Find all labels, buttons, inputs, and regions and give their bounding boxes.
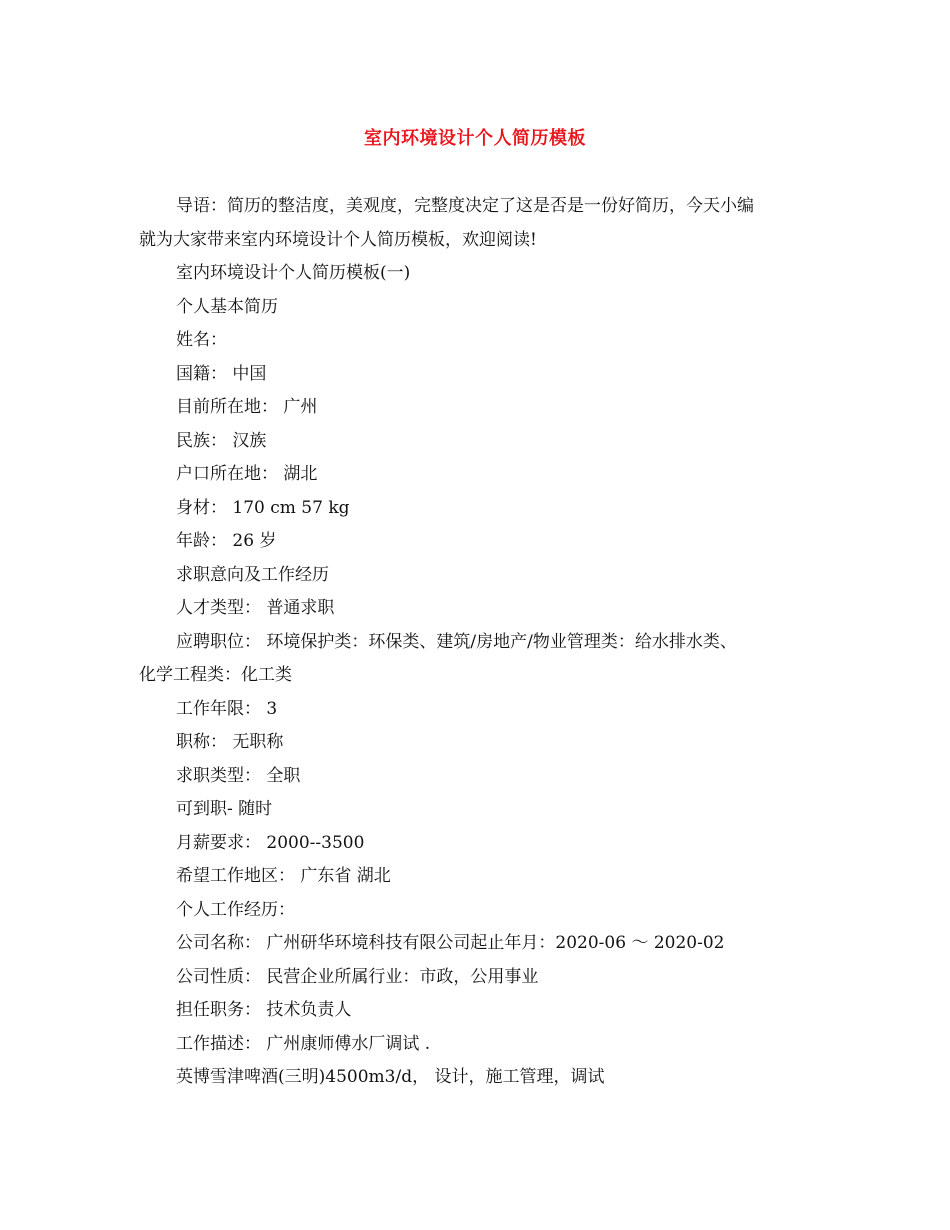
intro-line-1: 导语：简历的整洁度，美观度，完整度决定了这是否是一份好简历，今天小编 <box>176 196 754 216</box>
age-field: 年龄： 26 岁 <box>176 531 277 551</box>
section-experience-heading: 个人工作经历： <box>176 899 295 920</box>
salary-field: 月薪要求： 2000--3500 <box>176 832 365 853</box>
ethnicity-field: 民族： 汉族 <box>176 430 267 451</box>
document-title: 室内环境设计个人简历模板 <box>364 128 586 149</box>
section-template-heading: 室内环境设计个人简历模板(一) <box>176 263 411 283</box>
available-field: 可到职- 随时 <box>176 799 273 819</box>
section-basic-heading: 个人基本简历 <box>176 296 278 317</box>
position-field-line-2: 化学工程类：化工类 <box>139 665 292 685</box>
nationality-field: 国籍： 中国 <box>176 363 267 384</box>
intro-line-2: 就为大家带来室内环境设计个人简历模板，欢迎阅读! <box>139 229 537 250</box>
project-field: 英博雪津啤酒(三明)4500m3/d， 设计，施工管理，调试 <box>176 1067 605 1087</box>
job-type-field: 求职类型： 全职 <box>176 765 301 786</box>
hukou-field: 户口所在地： 湖北 <box>176 464 318 484</box>
position-field-line-1: 应聘职位： 环境保护类：环保类、建筑/房地产/物业管理类：给水排水类、 <box>176 631 737 652</box>
description-field: 工作描述： 广州康师傅水厂调试 . <box>176 1033 431 1054</box>
title-rank-field: 职称： 无职称 <box>176 732 284 752</box>
company-nature-field: 公司性质： 民营企业所属行业：市政，公用事业 <box>176 966 539 987</box>
role-field: 担任职务： 技术负责人 <box>176 1000 352 1020</box>
section-job-heading: 求职意向及工作经历 <box>176 564 329 585</box>
document-body <box>139 190 819 1095</box>
name-field: 姓名： <box>176 330 227 350</box>
company-field: 公司名称： 广州研华环境科技有限公司起止年月：2020-06 ～ 2020-02 <box>176 933 725 953</box>
body-field: 身材： 170 cm 57 kg <box>176 497 350 518</box>
talent-type-field: 人才类型： 普通求职 <box>176 598 335 618</box>
location-field: 目前所在地： 广州 <box>176 397 318 417</box>
years-field: 工作年限： 3 <box>176 698 278 719</box>
region-field: 希望工作地区： 广东省 湖北 <box>176 866 391 886</box>
